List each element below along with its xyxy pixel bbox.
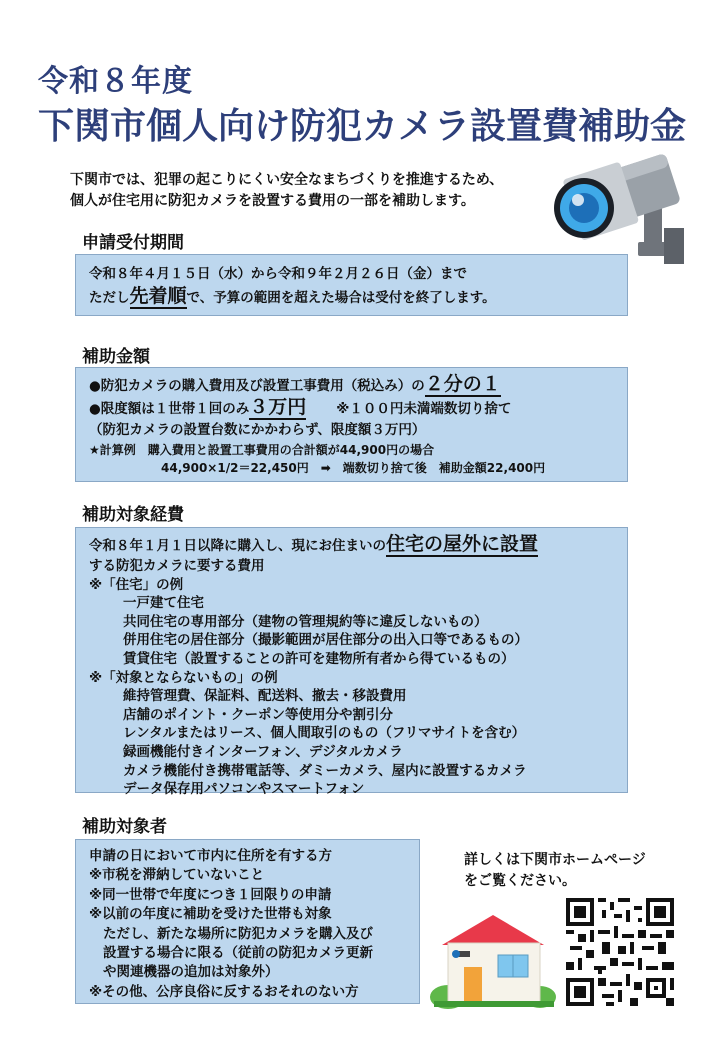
list-item: カメラ機能付き携帯電話等、ダミーカメラ、屋内に設置するカメラ bbox=[123, 762, 527, 779]
section-heading-amount: 補助金額 bbox=[82, 347, 150, 367]
eligible-box bbox=[75, 839, 420, 1004]
costs-line bbox=[89, 534, 627, 557]
house-with-camera-icon bbox=[428, 905, 558, 1010]
section-heading-costs: 補助対象経費 bbox=[82, 505, 184, 525]
period-line bbox=[89, 286, 627, 310]
list-item: レンタルまたはリース、個人間取引のもの（フリマサイトを含む） bbox=[123, 725, 526, 742]
period-line: 令和８年４月１５日（水）から令和９年２月２６日（金）まで bbox=[89, 266, 467, 282]
info-text bbox=[464, 850, 646, 892]
excluded-heading: ※「対象とならないもの」の例 bbox=[89, 669, 278, 686]
list-item: 賃貸住宅（設置することの許可を建物所有者から得ているもの） bbox=[123, 650, 515, 667]
eligible-line: ※市税を滞納していないこと bbox=[89, 867, 265, 884]
section-heading-eligible: 補助対象者 bbox=[82, 817, 167, 837]
info-line: をご覧ください。 bbox=[464, 873, 576, 889]
list-item: データ保存用パソコンやスマートフォン bbox=[123, 781, 365, 798]
qr-code-image bbox=[566, 898, 674, 1006]
eligible-line: ※同一世帯で年度につき１回限りの申請 bbox=[89, 886, 332, 903]
example-line: ★計算例 購入費用と設置工事費用の合計額が44,900円の場合 bbox=[89, 443, 435, 457]
amount-line bbox=[89, 374, 627, 397]
first-come-emphasis: 先着順 bbox=[129, 285, 187, 307]
costs-text: 令和８年１月１日以降に購入し、現にお住まいの bbox=[89, 538, 386, 554]
intro-text bbox=[70, 170, 503, 212]
period-box bbox=[75, 254, 628, 316]
list-item: 録画機能付きインターフォン、デジタルカメラ bbox=[123, 743, 403, 760]
limit-emphasis: ３万円 bbox=[249, 396, 307, 418]
security-camera-icon bbox=[548, 150, 698, 270]
eligible-subline: ただし、新たな場所に防犯カメラを購入及び bbox=[103, 925, 373, 942]
section-heading-period: 申請受付期間 bbox=[82, 233, 184, 253]
period-text: で、予算の範囲を超えた場合は受付を終了します。 bbox=[186, 290, 496, 306]
eligible-subline: 設置する場合に限る（従前の防犯カメラ更新 bbox=[103, 945, 373, 962]
list-item: 維持管理費、保証料、配送料、撤去・移設費用 bbox=[123, 688, 407, 705]
list-item: 店舗のポイント・クーポン等使用分や割引分 bbox=[123, 706, 393, 723]
intro-line: 下関市では、犯罪の起こりにくい安全なまちづくりを推進するため、 bbox=[70, 172, 504, 188]
costs-box bbox=[75, 527, 628, 798]
title-year: 令和８年度 bbox=[38, 64, 193, 99]
page-title: 下関市個人向け防犯カメラ設置費補助金 bbox=[38, 106, 687, 147]
rounding-note: ※１００円未満端数切り捨て bbox=[336, 401, 512, 417]
eligible-subline: や関連機器の追加は対象外） bbox=[103, 964, 279, 981]
costs-line: する防犯カメラに要する費用 bbox=[89, 558, 265, 574]
eligible-line: ※その他、公序良俗に反するおそれのない方 bbox=[89, 983, 359, 1000]
amount-box bbox=[75, 367, 628, 482]
example-calc-line: 44,900×1/2＝22,450円 ➡ 端数切り捨て後 補助金額22,400円 bbox=[161, 461, 546, 475]
half-emphasis: ２分の１ bbox=[424, 373, 501, 395]
period-text: ただし bbox=[89, 290, 130, 306]
list-item: 共同住宅の専用部分（建物の管理規約等に違反しないもの） bbox=[123, 613, 488, 630]
amount-text: ●限度額は１世帯１回のみ bbox=[89, 401, 250, 417]
list-item: 一戸建て住宅 bbox=[123, 595, 204, 612]
eligible-line: 申請の日において市内に住所を有する方 bbox=[89, 848, 332, 864]
intro-line: 個人が住宅用に防犯カメラを設置する費用の一部を補助します。 bbox=[70, 193, 475, 209]
qr-code[interactable] bbox=[566, 898, 674, 1006]
info-line: 詳しくは下関市ホームページ bbox=[464, 852, 646, 868]
amount-text: ●防犯カメラの購入費用及び設置工事費用（税込み）の bbox=[89, 378, 425, 394]
outdoor-emphasis: 住宅の屋外に設置 bbox=[386, 533, 539, 555]
housing-heading: ※「住宅」の例 bbox=[89, 576, 184, 593]
eligible-line: ※以前の年度に補助を受けた世帯も対象 bbox=[89, 906, 332, 923]
amount-line: （防犯カメラの設置台数にかかわらず、限度額３万円） bbox=[89, 422, 426, 438]
list-item: 併用住宅の居住部分（撮影範囲が居住部分の出入口等であるもの） bbox=[123, 632, 528, 649]
amount-line bbox=[89, 397, 627, 420]
